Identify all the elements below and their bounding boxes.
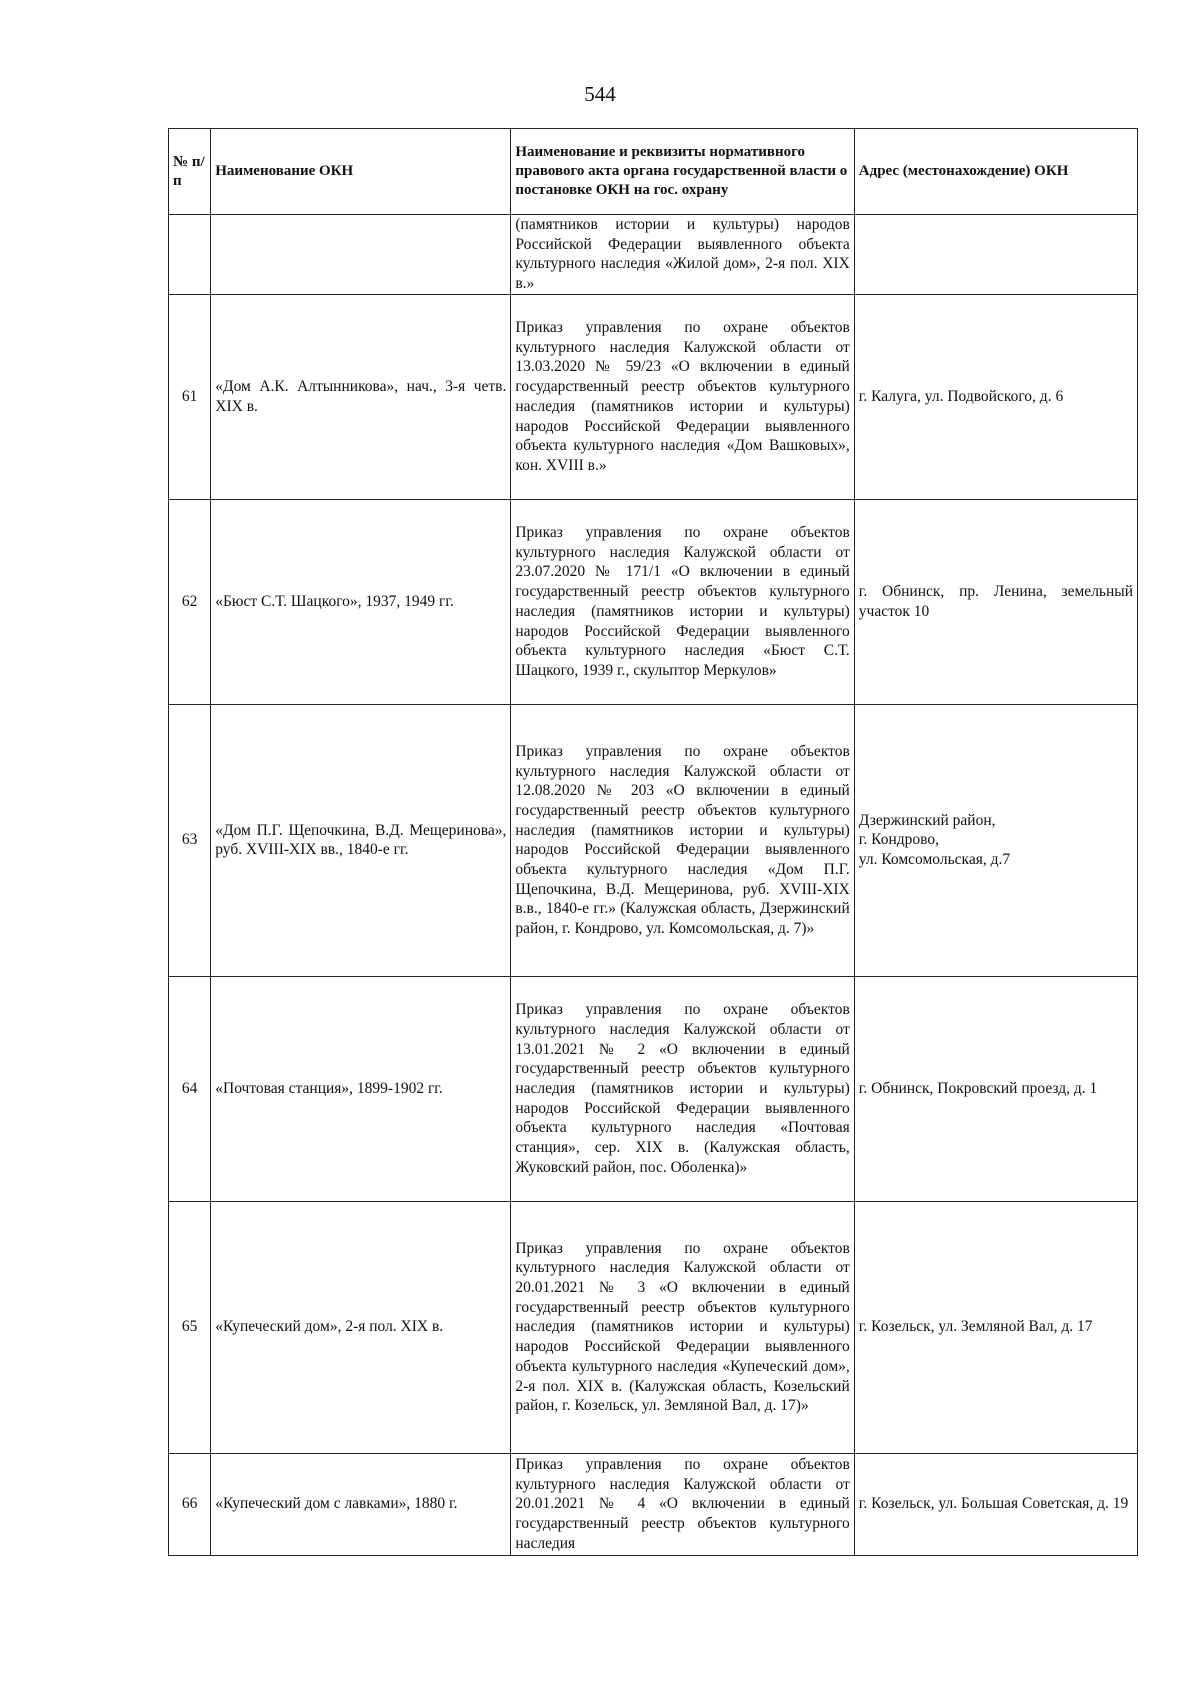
cell-num: 61: [169, 294, 211, 499]
header-name: Наименование ОКН: [211, 129, 511, 215]
header-act: Наименование и реквизиты нормативного правового акта органа государственной власти о постановке ОКН на гос. охрану: [511, 129, 854, 215]
cell-address: [854, 704, 1137, 976]
address-line: ул. Комсомольская, д.7: [858, 851, 1011, 869]
cell-name: «Купеческий дом», 2-я пол. XIX в.: [211, 1201, 511, 1453]
cell-address: [854, 1201, 1137, 1453]
cell-act: Приказ управления по охране объектов культурного наследия Калужской области от 12.08.2020 № 203 «О включении в единый государственный реестр объектов культурного наследия (памятников истории и культуры) народов Российской Федерации выявленного объекта культурного наследия «Дом П.Г. Щепочкина, В.Д. Мещеринова, руб. XVIII-XIX в.в., 1840-е гг.» (Калужская область, Дзержинский район, г. Кондрово, ул. Комсомольская, д. 7)»: [511, 704, 854, 976]
cell-num: 63: [169, 704, 211, 976]
cell-address: [854, 976, 1137, 1201]
cell-name: [211, 215, 511, 295]
table-row: [169, 976, 1138, 1201]
cell-act: Приказ управления по охране объектов культурного наследия Калужской области от 20.01.2021 № 4 «О включении в единый государственный реестр объектов культурного наследия: [511, 1453, 854, 1555]
cell-num: 64: [169, 976, 211, 1201]
header-num: № п/п: [169, 129, 211, 215]
header-address: Адрес (местонахождение) ОКН: [854, 129, 1137, 215]
address-line: Дзержинский район,: [858, 811, 996, 829]
cell-name: «Бюст С.Т. Шацкого», 1937, 1949 гг.: [211, 499, 511, 704]
cell-num: 66: [169, 1453, 211, 1555]
cell-name: «Дом П.Г. Щепочкина, В.Д. Мещеринова», руб. XVIII-XIX вв., 1840-е гг.: [211, 704, 511, 976]
cell-name: «Купеческий дом с лавками», 1880 г.: [211, 1453, 511, 1555]
cell-act: Приказ управления по охране объектов культурного наследия Калужской области от 20.01.2021 № 3 «О включении в единый государственный реестр объектов культурного наследия (памятников истории и культуры) народов Российской Федерации выявленного объекта культурного наследия «Купеческий дом», 2-я пол. XIX в. (Калужская область, Козельский район, г. Козельск, ул. Земляной Вал, д. 17)»: [511, 1201, 854, 1453]
cell-address: [854, 499, 1137, 704]
table-row: [169, 1201, 1138, 1453]
address-line: г. Козельск, ул. Большая Советская, д. 19: [858, 1495, 1129, 1513]
cell-address: [854, 215, 1137, 295]
address-line: г. Калуга, ул. Подвойского, д. 6: [858, 387, 1064, 405]
address-line: г. Обнинск, Покровский проезд, д. 1: [858, 1079, 1098, 1097]
cell-act: Приказ управления по охране объектов культурного наследия Калужской области от 23.07.2020 № 171/1 «О включении в единый государственный реестр объектов культурного наследия (памятников истории и культуры) народов Российской Федерации выявленного объекта культурного наследия «Бюст С.Т. Шацкого, 1939 г., скульптор Меркулов»: [511, 499, 854, 704]
table-row-continuation: [169, 215, 1138, 295]
address-line: г. Обнинск, пр. Ленина, земельный участок 10: [858, 583, 1133, 620]
table-row: [169, 704, 1138, 976]
cell-address: [854, 1453, 1137, 1555]
cell-address: [854, 294, 1137, 499]
cell-name: «Почтовая станция», 1899-1902 гг.: [211, 976, 511, 1201]
cell-num: 62: [169, 499, 211, 704]
table-row: [169, 1453, 1138, 1555]
cell-num: 65: [169, 1201, 211, 1453]
cell-act: Приказ управления по охране объектов культурного наследия Калужской области от 13.03.2020 № 59/23 «О включении в единый государственный реестр объектов культурного наследия (памятников истории и культуры) народов Российской Федерации выявленного объекта культурного наследия «Дом Вашковых», кон. XVIII в.»: [511, 294, 854, 499]
cell-act: Приказ управления по охране объектов культурного наследия Калужской области от 13.01.2021 № 2 «О включении в единый государственный реестр объектов культурного наследия (памятников истории и культуры) народов Российской Федерации выявленного объекта культурного наследия «Почтовая станция», сер. XIX в. (Калужская область, Жуковский район, пос. Оболенка)»: [511, 976, 854, 1201]
table-row: [169, 294, 1138, 499]
table-row: [169, 499, 1138, 704]
cell-act: (памятников истории и культуры) народов Российской Федерации выявленного объекта культурного наследия «Жилой дом», 2-я пол. XIX в.»: [511, 215, 854, 295]
okn-table: [168, 128, 1138, 1556]
page-number: 544: [584, 82, 616, 106]
cell-name: «Дом А.К. Алтынникова», нач., 3-я четв. XIX в.: [211, 294, 511, 499]
address-line: г. Кондрово,: [858, 831, 939, 849]
cell-num: [169, 215, 211, 295]
table-header-row: [169, 129, 1138, 215]
address-line: г. Козельск, ул. Земляной Вал, д. 17: [858, 1318, 1093, 1336]
